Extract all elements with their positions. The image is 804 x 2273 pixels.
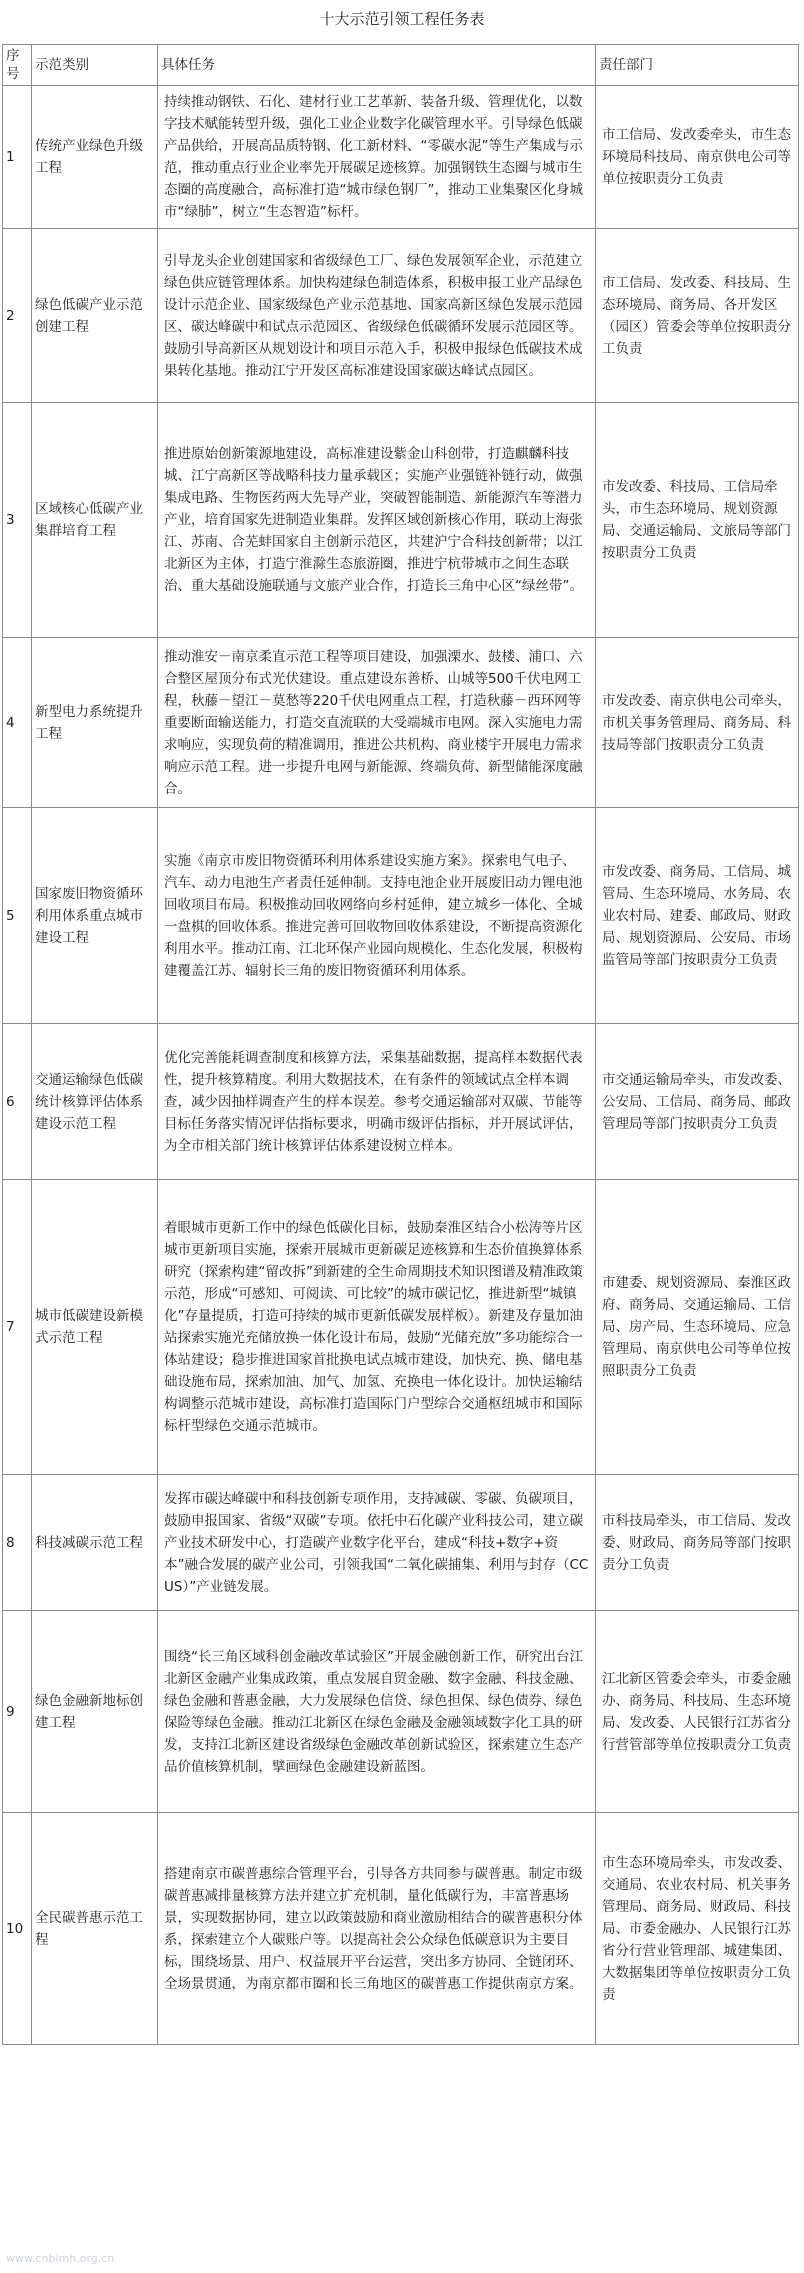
row-no: 9 [3, 1611, 32, 1813]
row-category: 绿色低碳产业示范创建工程 [32, 229, 158, 403]
header-no: 序号 [3, 45, 32, 86]
row-no: 4 [3, 638, 32, 808]
row-task: 搭建南京市碳普惠综合管理平台，引导各方共同参与碳普惠。制定市级碳普惠减排量核算方法并建立扩充机制，量化低碳行为，丰富普惠场景，实现数据协同，建立以政策鼓励和商业激励相结合的碳普惠积分体系，探索建立个人碳账户等。以提高社会公众绿色低碳意识为主要目标，围绕场景、用户、权益展开平台运营，突出多方协同、全链闭环、全场景贯通，为南京都市圈和长三角地区的碳普惠工作提供南京方案。 [158, 1813, 596, 2045]
table-row [3, 1475, 799, 1611]
row-no: 7 [3, 1180, 32, 1475]
row-task: 发挥市碳达峰碳中和科技创新专项作用，支持减碳、零碳、负碳项目，鼓励申报国家、省级“双碳”专项。依托中石化碳产业科技公司，建立碳产业技术研发中心，打造碳产业数字化平台，建成“科技+数字+资本”融合发展的碳产业公司，引领我国“二氧化碳捕集、利用与封存（CCUS）”产业链发展。 [158, 1475, 596, 1611]
table-row [3, 1180, 799, 1475]
table-row [3, 403, 799, 638]
row-task: 围绕“长三角区域科创金融改革试验区”开展金融创新工作，研究出台江北新区金融产业集成政策，重点发展自贸金融、数字金融、科技金融、绿色金融和普惠金融，大力发展绿色信贷、绿色担保、绿色债券、绿色保险等绿色金融。推动江北新区在绿色金融及金融领域数字化工具的研发，支持江北新区建设省级绿色金融改革创新试验区，探索建立生态产品价值核算机制，擘画绿色金融建设新蓝图。 [158, 1611, 596, 1813]
row-dept: 市工信局、发改委、科技局、生态环境局、商务局、各开发区（园区）管委会等单位按职责分工负责 [596, 229, 799, 403]
table-row [3, 229, 799, 403]
row-category: 科技减碳示范工程 [32, 1475, 158, 1611]
row-no: 2 [3, 229, 32, 403]
row-task: 持续推动钢铁、石化、建材行业工艺革新、装备升级、管理优化，以数字技术赋能转型升级，强化工业企业数字化碳管理水平。引导绿色低碳产品供给，开展高品质特钢、化工新材料、“零碳水泥”等生产集成与示范，推动重点行业企业率先开展碳足迹核算。加强钢铁生态圈与城市生态圈的高度融合，高标准打造“城市绿色钢厂”，推动工业集聚区化身城市“绿肺”，树立“生态智造”标杆。 [158, 86, 596, 229]
table-row [3, 638, 799, 808]
row-category: 全民碳普惠示范工程 [32, 1813, 158, 2045]
task-table [2, 44, 799, 2045]
table-row [3, 1611, 799, 1813]
row-no: 3 [3, 403, 32, 638]
row-task: 实施《南京市废旧物资循环利用体系建设实施方案》。探索电气电子、汽车、动力电池生产者责任延伸制。支持电池企业开展废旧动力锂电池回收项目布局。积极推动回收网络向乡村延伸，建立城乡一体化、全城一盘棋的回收体系。推进完善可回收物回收体系建设，不断提高资源化利用水平。推动江南、江北环保产业园向规模化、生态化发展，积极构建覆盖江苏、辐射长三角的废旧物资循环利用体系。 [158, 808, 596, 1024]
header-category: 示范类别 [32, 45, 158, 86]
row-dept: 市科技局牵头，市工信局、发改委、财政局、商务局等部门按职责分工负责 [596, 1475, 799, 1611]
row-dept: 市发改委、科技局、工信局牵头，市生态环境局、规划资源局、交通运输局、文旅局等部门按职责分工负责 [596, 403, 799, 638]
table-row [3, 86, 799, 229]
row-category: 传统产业绿色升级工程 [32, 86, 158, 229]
row-task: 引导龙头企业创建国家和省级绿色工厂、绿色发展领军企业，示范建立绿色供应链管理体系。加快构建绿色制造体系，积极申报工业产品绿色设计示范企业、国家级绿色产业示范基地、国家高新区绿色发展示范园区、碳达峰碳中和试点示范园区、省级绿色低碳循环发展示范园区等。鼓励引导高新区从规划设计和项目示范入手，积极申报绿色低碳技术成果转化基地。推动江宁开发区高标准建设国家碳达峰试点园区。 [158, 229, 596, 403]
table-header-row [3, 45, 799, 86]
watermark: www.cnbimh.org.cn [6, 2252, 115, 2265]
row-no: 6 [3, 1024, 32, 1180]
row-dept: 市发改委、商务局、工信局、城管局、生态环境局、水务局、农业农村局、建委、邮政局、财政局、规划资源局、公安局、市场监管局等部门按职责分工负责 [596, 808, 799, 1024]
row-task: 着眼城市更新工作中的绿色低碳化目标，鼓励秦淮区结合小松涛等片区城市更新项目实施，探索开展城市更新碳足迹核算和生态价值换算体系研究（探索构建“留改拆”到新建的全生命周期技术知识图谱及精准政策示范，形成“可感知、可阅读、可比较”的城市碳记忆，推进新型“城镇化”存量提质，打造可持续的城市更新低碳发展样板）。新建及存量加油站探索实施光充储放换一体化设计布局，鼓励“光储充放”多功能综合一体站建设；稳步推进国家首批换电试点城市建设，加快充、换、储电基础设施布局，探索加油、加气、加氢、充换电一体化设计。加快运输结构调整示范城市建设，高标准打造国际门户型综合交通枢纽城市和国际标杆型绿色交通示范城市。 [158, 1180, 596, 1475]
row-dept: 市交通运输局牵头，市发改委、公安局、工信局、商务局、邮政管理局等部门按职责分工负责 [596, 1024, 799, 1180]
row-category: 交通运输绿色低碳统计核算评估体系建设示范工程 [32, 1024, 158, 1180]
row-category: 城市低碳建设新模式示范工程 [32, 1180, 158, 1475]
row-dept: 市发改委、南京供电公司牵头，市机关事务管理局、商务局、科技局等部门按职责分工负责 [596, 638, 799, 808]
row-no: 8 [3, 1475, 32, 1611]
row-category: 国家废旧物资循环利用体系重点城市建设工程 [32, 808, 158, 1024]
row-task: 推进原始创新策源地建设，高标准建设紫金山科创带，打造麒麟科技城、江宁高新区等战略科技力量承载区；实施产业强链补链行动，做强集成电路、生物医药两大先导产业，突破智能制造、新能源汽车等潜力产业，培育国家先进制造业集群。发挥区域创新核心作用，联动上海张江、苏南、合芜蚌国家自主创新示范区，共建沪宁合科技创新带；以江北新区为主体，打造宁淮滁生态旅游圈，推进宁杭带城市之间生态联治、重大基础设施联通与文旅产业合作，打造长三角中心区“绿丝带”。 [158, 403, 596, 638]
table-row [3, 808, 799, 1024]
row-task: 推动淮安－南京柔直示范工程等项目建设，加强溧水、鼓楼、浦口、六合整区屋顶分布式光伏建设。重点建设东善桥、山城等500千伏电网工程，秋藤－望江－莫愁等220千伏电网重点工程，打造秋藤－西环网等重要断面输送能力，打造交直流联的大受端城市电网。深入实施电力需求响应，实现负荷的精准调用，推进公共机构、商业楼宇开展电力需求响应示范工程。进一步提升电网与新能源、终端负荷、新型储能深度融合。 [158, 638, 596, 808]
table-row [3, 1813, 799, 2045]
row-category: 绿色金融新地标创建工程 [32, 1611, 158, 1813]
row-dept: 市生态环境局牵头，市发改委、交通局、农业农村局、机关事务管理局、商务局、财政局、科技局、市委金融办、人民银行江苏省分行营业管理部、城建集团、大数据集团等单位按职责分工负责 [596, 1813, 799, 2045]
row-no: 1 [3, 86, 32, 229]
row-no: 5 [3, 808, 32, 1024]
row-category: 新型电力系统提升工程 [32, 638, 158, 808]
row-dept: 江北新区管委会牵头，市委金融办、商务局、科技局、生态环境局、发改委、人民银行江苏省分行营管部等单位按职责分工负责 [596, 1611, 799, 1813]
table-row [3, 1024, 799, 1180]
header-dept: 责任部门 [596, 45, 799, 86]
row-category: 区域核心低碳产业集群培育工程 [32, 403, 158, 638]
row-no: 10 [3, 1813, 32, 2045]
header-task: 具体任务 [158, 45, 596, 86]
row-task: 优化完善能耗调查制度和核算方法，采集基础数据，提高样本数据代表性，提升核算精度。利用大数据技术，在有条件的领域试点全样本调查，减少因抽样调查产生的样本误差。参考交通运输部对双碳、节能等目标任务落实情况评估指标要求，明确市级评估指标，并开展试评估，为全市相关部门统计核算评估体系建设树立样本。 [158, 1024, 596, 1180]
row-dept: 市工信局、发改委牵头，市生态环境局科技局、南京供电公司等单位按职责分工负责 [596, 86, 799, 229]
page-title: 十大示范引领工程任务表 [319, 10, 485, 28]
row-dept: 市建委、规划资源局、秦淮区政府、商务局、交通运输局、工信局、房产局、生态环境局、应急管理局、南京供电公司等单位按照职责分工负责 [596, 1180, 799, 1475]
